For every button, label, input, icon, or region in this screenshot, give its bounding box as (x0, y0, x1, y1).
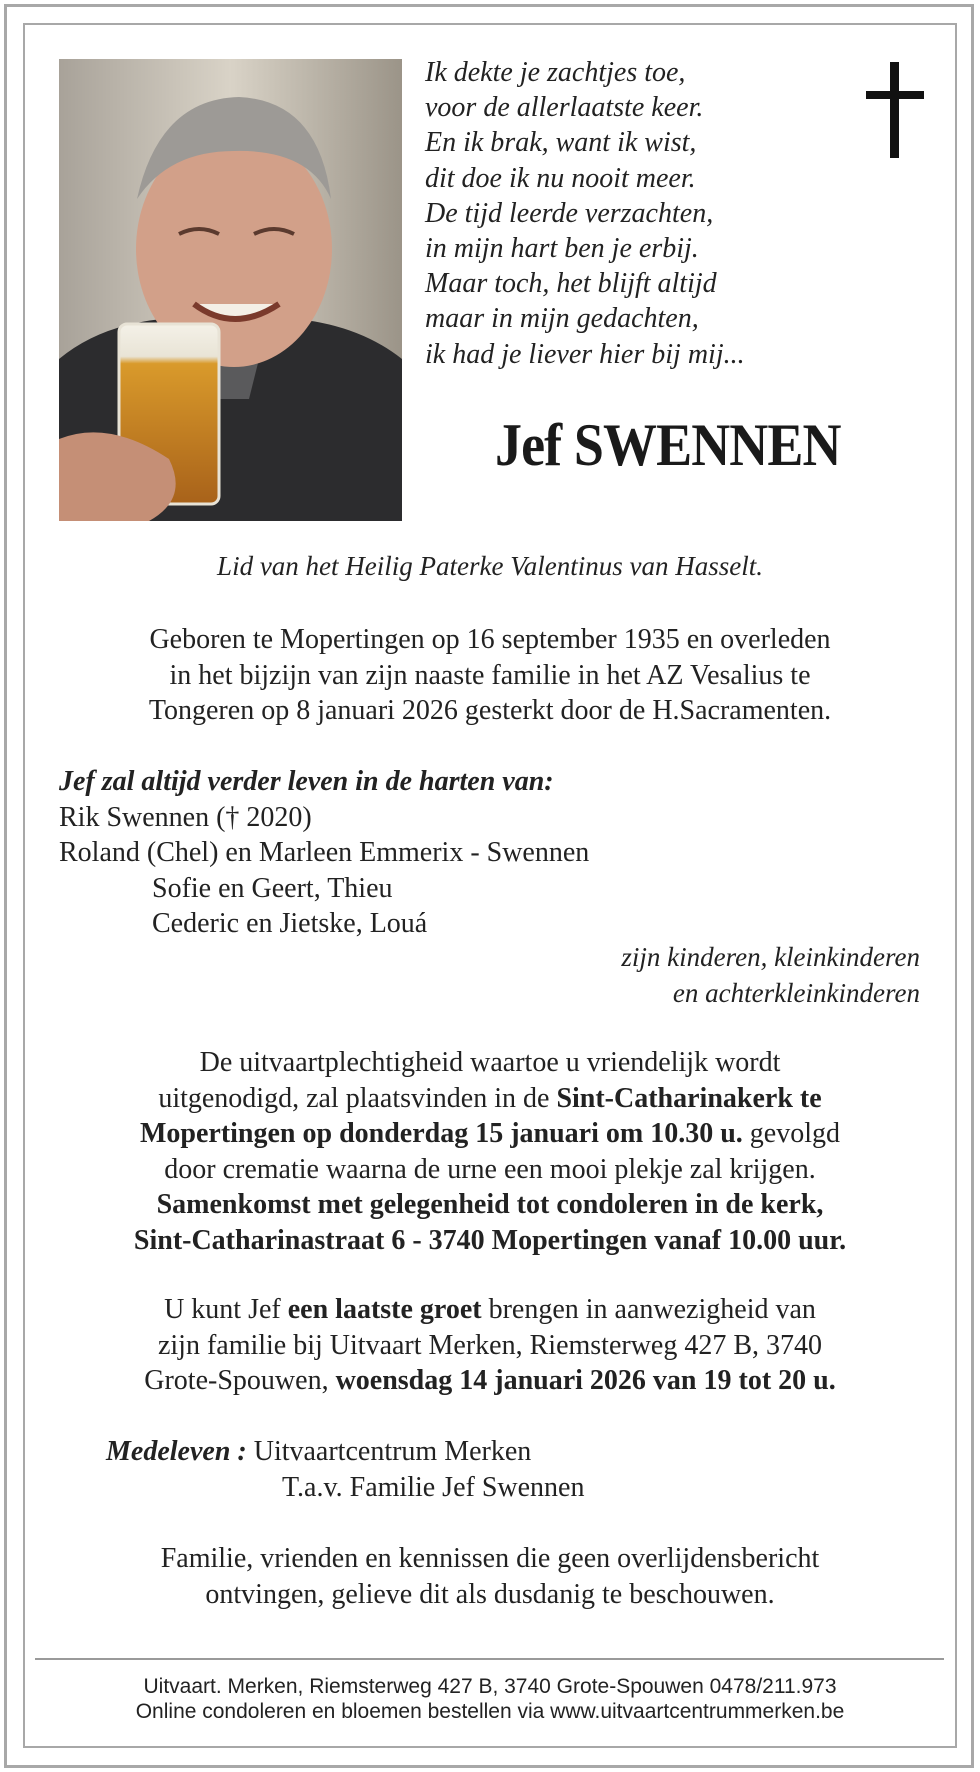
family-intro: Jef zal altijd verder leven in de harten van: (59, 766, 554, 797)
poem (425, 55, 805, 372)
poem-line: dit doe ik nu nooit meer. (425, 162, 696, 194)
membership-note: Lid van het Heilig Paterke Valentinus van Hasselt. (217, 551, 763, 581)
text-line: U kunt Jef een laatste groet brengen in aanwezigheid van (164, 1294, 816, 1325)
ceremony-paragraph (40, 1045, 940, 1258)
church-name: Sint-Catharinakerk te (556, 1082, 822, 1114)
condolence-line: Medeleven : Uitvaartcentrum Merken (106, 1436, 532, 1467)
footer (0, 1675, 980, 1724)
poem-line: in mijn hart ben je erbij. (425, 233, 699, 265)
text-line: door crematie waarna de urne een mooi plekje zal krijgen. (164, 1153, 816, 1185)
text-line: Geboren te Mopertingen op 16 september 1935 en overleden (149, 624, 831, 655)
poem-line: En ik brak, want ik wist, (425, 127, 697, 159)
last-greeting: een laatste groet (287, 1294, 482, 1325)
footer-contact: Uitvaart. Merken, Riemsterweg 427 B, 3740 Grote-Spouwen 0478/211.973 (143, 1675, 837, 1698)
text-line: in het bijzijn van zijn naaste familie in het AZ Vesalius te (169, 659, 811, 691)
poem-line: Ik dekte je zachtjes toe, (425, 57, 686, 88)
portrait-photo (59, 59, 402, 521)
text-line: Familie, vrienden en kennissen die geen overlijdensbericht (160, 1543, 820, 1574)
family-member: Roland (Chel) en Marleen Emmerix - Swennen (59, 837, 590, 868)
family-member: Rik Swennen († 2020) (59, 801, 312, 833)
poem-line: Maar toch, het blijft altijd (425, 268, 717, 300)
gathering-address: Sint-Catharinastraat 6 - 3740 Mopertingen vanaf 10.00 uur. (133, 1224, 847, 1256)
text-line: De uitvaartplechtigheid waartoe u vriendelijk wordt (199, 1047, 781, 1078)
cross-icon (866, 62, 924, 158)
birth-death-paragraph (40, 622, 940, 729)
deceased-name: Jef SWENNEN (495, 412, 841, 478)
condolence-label: Medeleven : (106, 1436, 247, 1467)
footer-website: Online condoleren en bloemen bestellen via www.uitvaartcentrummerken.be (135, 1699, 845, 1723)
poem-line: voor de allerlaatste keer. (425, 92, 704, 124)
text-line: uitgenodigd, zal plaatsvinden in de Sint-Catharinakerk te (158, 1082, 822, 1114)
text-line: zijn familie bij Uitvaart Merken, Riemsterweg 427 B, 3740 (157, 1329, 823, 1361)
ceremony-datetime: Mopertingen op donderdag 15 januari om 10.30 u. (139, 1118, 743, 1149)
condolence-address (106, 1434, 906, 1505)
family-relation (420, 940, 920, 1011)
gathering-line: Samenkomst met gelegenheid tot condoleren in de kerk, (156, 1189, 824, 1220)
footer-divider (35, 1658, 944, 1660)
relation-line: en achterkleinkinderen (672, 977, 920, 1008)
text-line: Tongeren op 8 januari 2026 gesterkt door de H.Sacramenten. (148, 695, 832, 726)
grandchildren-line: Cederic en Jietske, Louá (152, 908, 428, 939)
closing-paragraph (40, 1541, 940, 1612)
visitation-datetime: woensdag 14 januari 2026 van 19 tot 20 u. (335, 1365, 836, 1396)
poem-line: maar in mijn gedachten, (425, 303, 699, 335)
text-line: Grote-Spouwen, woensdag 14 januari 2026 van 19 tot 20 u. (144, 1365, 836, 1396)
grandchildren-line: Sofie en Geert, Thieu (152, 872, 393, 904)
family-list (59, 764, 939, 942)
poem-line: De tijd leerde verzachten, (425, 197, 714, 229)
poem-line: ik had je liever hier bij mij... (425, 338, 745, 370)
text-line: Mopertingen op donderdag 15 januari om 10.30 u. gevolgd (139, 1118, 841, 1149)
farewell-paragraph (40, 1292, 940, 1399)
condolence-line: T.a.v. Familie Jef Swennen (282, 1471, 585, 1503)
text-line: ontvingen, gelieve dit als dusdanig te beschouwen. (205, 1578, 775, 1610)
relation-line: zijn kinderen, kleinkinderen (621, 942, 920, 972)
